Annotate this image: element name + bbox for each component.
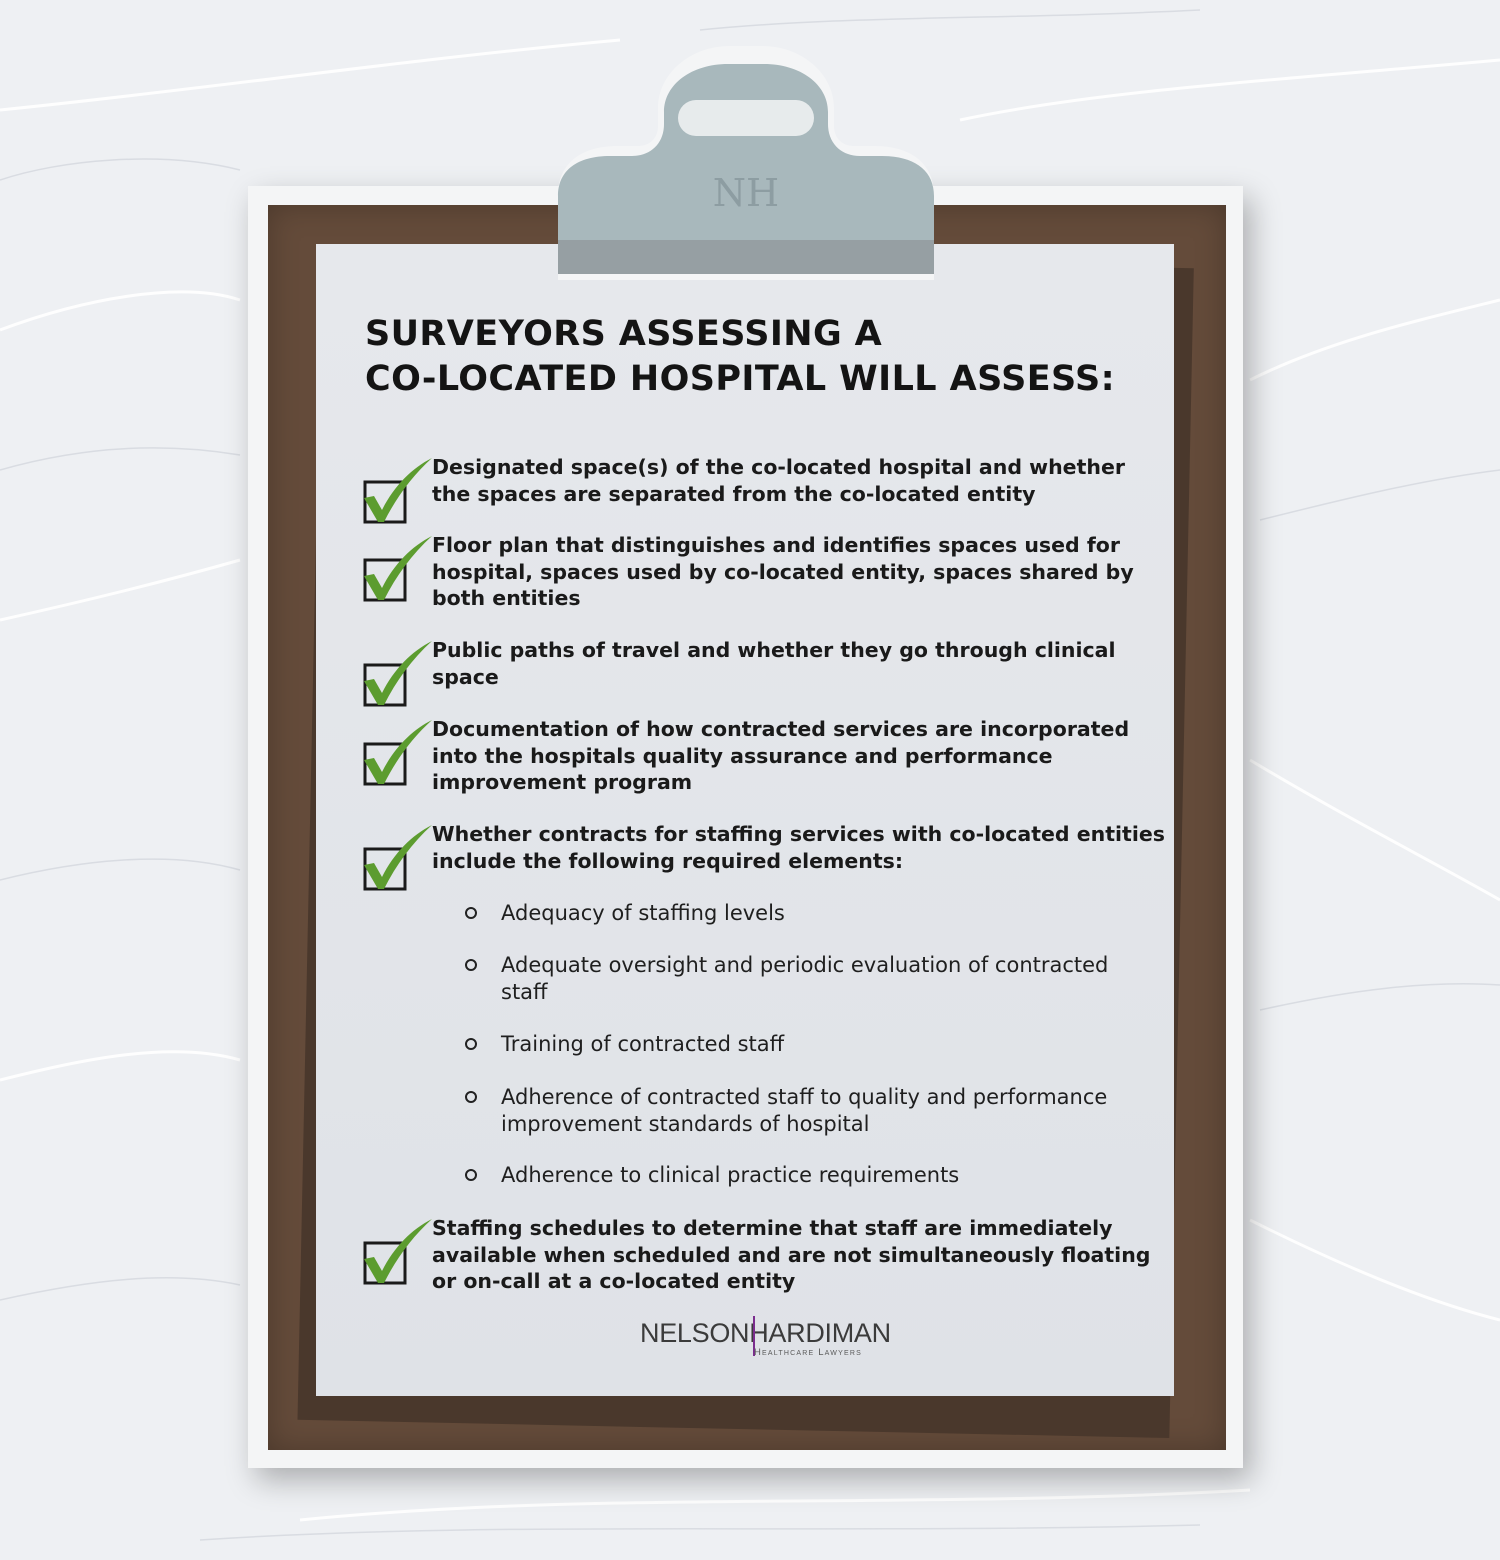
title-line-1: SURVEYORS ASSESSING A [365,314,883,354]
checklist-item-text: Designated space(s) of the co-located hospital and whether the spaces are separated from the co-located entity [432,455,1125,506]
hollow-bullet-icon [465,1169,477,1181]
checkbox-checked-icon [362,825,434,893]
page-title [365,312,1165,402]
checklist-item-text: Public paths of travel and whether they go through clinical space [432,638,1116,689]
checklist-item-text: Documentation of how contracted services are incorporated into the hospitals quality assurance and performance improvement program [432,717,1130,794]
list-item-text: Training of contracted staff [501,1032,785,1056]
logo-tagline: Healthcare Lawyers [754,1347,862,1358]
checkbox-checked-icon [362,641,434,709]
hollow-bullet-icon [465,1091,477,1103]
logo-wordmark [640,1318,891,1349]
title-line-2: CO-LOCATED HOSPITAL WILL ASSESS: [365,359,1116,399]
list-item-text: Adequate oversight and periodic evaluation of contracted staff [501,953,1109,1004]
checkbox-checked-icon [362,536,434,604]
list-item-text: Adherence to clinical practice requirements [501,1163,960,1187]
clip-monogram: NH [712,171,780,215]
logo-part-nelson: NELSON [640,1318,750,1348]
checkbox-checked-icon [362,720,434,788]
nelson-hardiman-logo [640,1318,891,1362]
hollow-bullet-icon [465,959,477,971]
hollow-bullet-icon [465,1038,477,1050]
checklist-item-text: Floor plan that distinguishes and identifies spaces used for hospital, spaces used by co-located entity, spaces shared by both entities [432,533,1134,610]
checklist-item-text: Whether contracts for staffing services with co-located entities include the following required elements: [432,822,1165,873]
checkbox-checked-icon [362,458,434,526]
list-item-text: Adequacy of staffing levels [501,901,785,925]
clipboard-clip [540,46,952,280]
checklist-item-text: Staffing schedules to determine that staff are immediately available when scheduled and are not simultaneously floating or on-call at a co-located entity [432,1216,1151,1293]
checkbox-checked-icon [362,1219,434,1287]
logo-part-hardiman: HARDIMAN [749,1318,891,1348]
hollow-bullet-icon [465,907,477,919]
list-item-text: Adherence of contracted staff to quality and performance improvement standards of hospital [501,1085,1108,1136]
